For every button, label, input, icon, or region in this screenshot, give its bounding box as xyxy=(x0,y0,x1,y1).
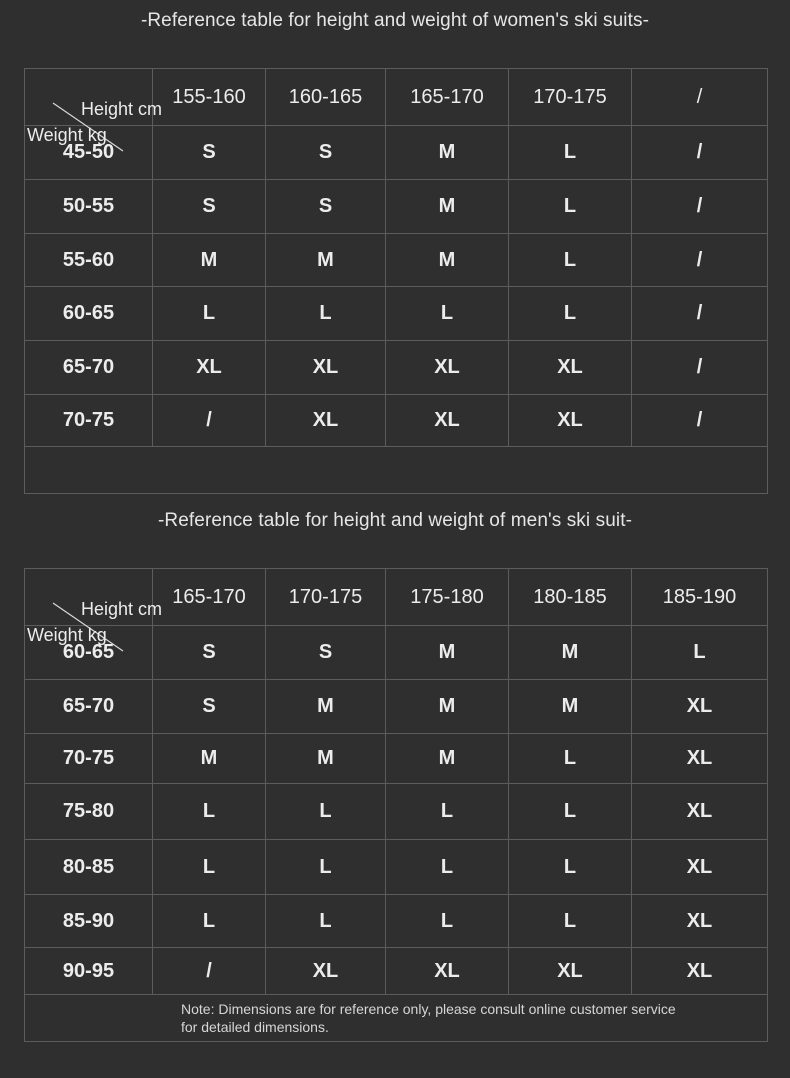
table-row xyxy=(25,840,768,895)
table-row xyxy=(25,234,768,287)
size-cell: S xyxy=(153,680,266,734)
size-cell: L xyxy=(509,126,632,180)
table-row xyxy=(25,948,768,995)
size-cell: XL xyxy=(386,341,509,395)
men-size-table xyxy=(24,568,768,1042)
size-cell: L xyxy=(386,840,509,895)
note-text-line1: Note: Dimensions are for reference only, please consult online customer service xyxy=(181,1001,676,1017)
table-row xyxy=(25,341,768,395)
size-cell: L xyxy=(153,287,266,341)
size-cell: L xyxy=(509,180,632,234)
size-cell: XL xyxy=(632,895,768,948)
women-size-table xyxy=(24,68,768,494)
size-cell: L xyxy=(509,287,632,341)
weight-label: 60-65 xyxy=(25,287,153,341)
men-header-row xyxy=(25,569,768,626)
size-cell: L xyxy=(509,840,632,895)
size-cell: / xyxy=(632,180,768,234)
women-header-row xyxy=(25,69,768,126)
table-row xyxy=(25,287,768,341)
weight-label: 75-80 xyxy=(25,784,153,840)
size-cell: M xyxy=(386,234,509,287)
empty-footer-row xyxy=(25,447,768,494)
size-cell: S xyxy=(153,626,266,680)
height-header: 165-170 xyxy=(153,569,266,626)
size-cell: XL xyxy=(266,395,386,447)
weight-label: 50-55 xyxy=(25,180,153,234)
size-cell: M xyxy=(509,626,632,680)
size-cell: XL xyxy=(632,948,768,995)
weight-label: 70-75 xyxy=(25,395,153,447)
size-cell: / xyxy=(632,234,768,287)
note-cell xyxy=(25,995,768,1042)
size-cell: L xyxy=(153,784,266,840)
size-cell: L xyxy=(266,840,386,895)
size-cell: / xyxy=(632,341,768,395)
size-cell: L xyxy=(266,895,386,948)
size-cell: M xyxy=(386,680,509,734)
size-cell: XL xyxy=(632,680,768,734)
size-cell: M xyxy=(153,234,266,287)
height-header: 170-175 xyxy=(509,69,632,126)
size-cell: XL xyxy=(509,341,632,395)
size-cell: XL xyxy=(266,948,386,995)
corner-height-label: Height cm xyxy=(81,599,163,619)
height-header: / xyxy=(632,69,768,126)
size-cell: L xyxy=(386,784,509,840)
women-corner-cell xyxy=(25,69,163,145)
size-cell: L xyxy=(509,895,632,948)
size-cell: XL xyxy=(509,948,632,995)
size-cell: XL xyxy=(632,734,768,784)
size-cell: / xyxy=(632,395,768,447)
size-cell: L xyxy=(153,895,266,948)
size-cell: L xyxy=(509,234,632,287)
size-cell: XL xyxy=(386,395,509,447)
size-cell: M xyxy=(386,126,509,180)
size-cell: L xyxy=(509,734,632,784)
size-cell: L xyxy=(266,784,386,840)
size-cell: M xyxy=(266,680,386,734)
size-cell: M xyxy=(266,734,386,784)
size-cell: XL xyxy=(632,784,768,840)
size-cell: M xyxy=(386,626,509,680)
table-row xyxy=(25,895,768,948)
corner-height-label: Height cm xyxy=(81,99,163,119)
size-cell: M xyxy=(153,734,266,784)
table-row xyxy=(25,784,768,840)
height-header: 185-190 xyxy=(632,569,768,626)
size-cell: S xyxy=(266,626,386,680)
corner-weight-label: Weight kg xyxy=(27,125,107,145)
size-cell: XL xyxy=(509,395,632,447)
women-table-title: -Reference table for height and weight of women's ski suits- xyxy=(140,10,650,31)
size-cell: XL xyxy=(266,341,386,395)
weight-label: 45-50 xyxy=(25,126,153,180)
weight-label: 85-90 xyxy=(25,895,153,948)
table-row xyxy=(25,180,768,234)
size-cell: L xyxy=(266,287,386,341)
height-header: 175-180 xyxy=(386,569,509,626)
size-cell: L xyxy=(509,784,632,840)
note-row xyxy=(25,995,768,1042)
size-cell: S xyxy=(153,126,266,180)
height-header: 160-165 xyxy=(266,69,386,126)
height-header: 155-160 xyxy=(153,69,266,126)
height-header: 180-185 xyxy=(509,569,632,626)
height-header: 165-170 xyxy=(386,69,509,126)
empty-footer-cell xyxy=(25,447,768,494)
size-cell: S xyxy=(153,180,266,234)
size-cell: / xyxy=(632,126,768,180)
size-cell: L xyxy=(632,626,768,680)
size-cell: M xyxy=(386,734,509,784)
size-cell: S xyxy=(266,126,386,180)
size-cell: M xyxy=(266,234,386,287)
size-cell: XL xyxy=(632,840,768,895)
size-cell: / xyxy=(153,395,266,447)
table-row xyxy=(25,680,768,734)
size-cell: L xyxy=(386,895,509,948)
weight-label: 65-70 xyxy=(25,341,153,395)
men-corner-cell xyxy=(25,569,163,645)
size-cell: S xyxy=(266,180,386,234)
size-cell: M xyxy=(509,680,632,734)
size-cell: L xyxy=(386,287,509,341)
men-table-title: -Reference table for height and weight of men's ski suit- xyxy=(157,510,632,531)
size-cell: L xyxy=(153,840,266,895)
note-text-line2: for detailed dimensions. xyxy=(181,1019,329,1035)
weight-label: 60-65 xyxy=(25,626,153,680)
weight-label: 55-60 xyxy=(25,234,153,287)
height-header: 170-175 xyxy=(266,569,386,626)
size-cell: / xyxy=(632,287,768,341)
size-cell: M xyxy=(386,180,509,234)
size-cell: XL xyxy=(153,341,266,395)
weight-label: 65-70 xyxy=(25,680,153,734)
table-row xyxy=(25,734,768,784)
table-row xyxy=(25,395,768,447)
weight-label: 70-75 xyxy=(25,734,153,784)
weight-label: 90-95 xyxy=(25,948,153,995)
weight-label: 80-85 xyxy=(25,840,153,895)
size-cell: XL xyxy=(386,948,509,995)
size-cell: / xyxy=(153,948,266,995)
corner-weight-label: Weight kg xyxy=(27,625,107,645)
